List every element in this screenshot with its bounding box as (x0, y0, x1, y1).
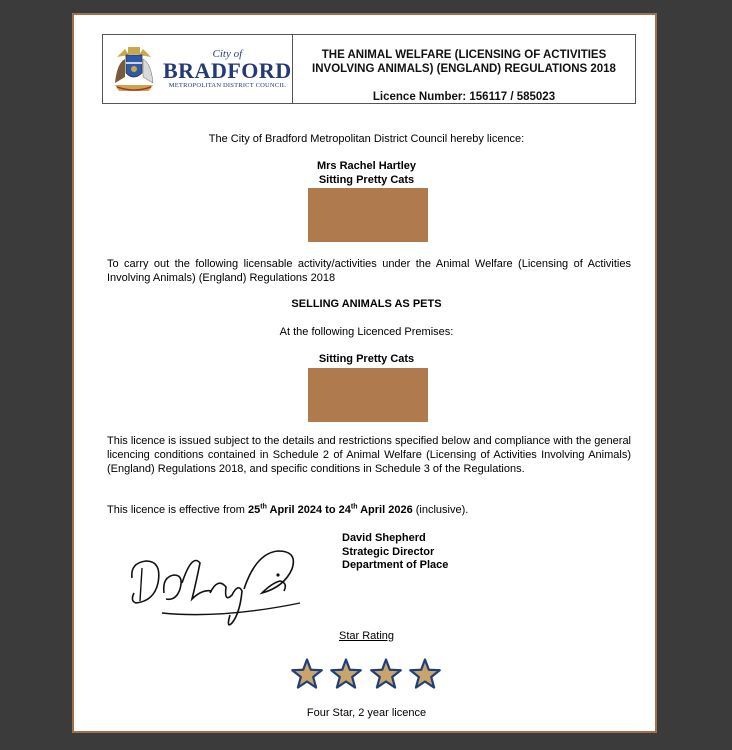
effective-dates: This licence is effective from 25th April 2024 to 24th April 2026 (inclusive). (107, 503, 469, 516)
rating-description: Four Star, 2 year licence (306, 707, 427, 719)
licence-document (72, 13, 657, 733)
redacted-block (308, 368, 428, 422)
intro-text: The City of Bradford Metropolitan District Council hereby licence: (208, 133, 525, 145)
star-rating (290, 657, 442, 693)
start-date: 25th April 2024 to 24th April 2026 (248, 503, 413, 516)
licence-number: Licence Number: 156117 / 585023 (372, 91, 556, 103)
star-icon (290, 657, 324, 691)
licence-header (102, 34, 636, 104)
coat-of-arms-icon (111, 43, 157, 95)
logo-wordmark (163, 49, 292, 90)
logo-city-text: City of (212, 47, 243, 60)
star-icon (369, 657, 403, 691)
activity-intro-text: To carry out the following licensable activity/activities under the Animal Welfare (Licensing of Activities Involving Animals) (England) Regulations 2018 (107, 258, 631, 284)
premises-intro-text: At the following Licenced Premises: (279, 326, 454, 338)
licensed-activity: SELLING ANIMALS AS PETS (291, 298, 442, 310)
licensee-business: Sitting Pretty Cats (318, 174, 415, 186)
logo-subtitle-text: METROPOLITAN DISTRICT COUNCIL (168, 81, 286, 89)
logo-name-text: BRADFORD (163, 57, 292, 83)
signature (122, 543, 306, 629)
signatory-department: Department of Place (342, 559, 449, 571)
star-icon (408, 657, 442, 691)
star-rating-label: Star Rating (338, 630, 395, 642)
title-line-2: INVOLVING ANIMALS) (ENGLAND) REGULATIONS 2018 (312, 63, 616, 75)
signatory-name: David Shepherd (342, 532, 426, 544)
star-icon (329, 657, 363, 691)
regulation-title (293, 35, 635, 103)
council-logo (103, 35, 293, 103)
licensee-name: Mrs Rachel Hartley (316, 160, 417, 172)
redacted-block (308, 188, 428, 242)
signatory-title: Strategic Director (342, 546, 435, 558)
conditions-text: This licence is issued subject to the details and restrictions specified below and compliance with the general licencing conditions contained in Schedule 2 of Animal Welfare (Licensing of Activities Involving Animals) (England) Regulations 2018, and specific conditions in Schedule 3 of the Regulations. (107, 435, 632, 475)
title-line-1: THE ANIMAL WELFARE (LICENSING OF ACTIVITIES (321, 49, 607, 61)
premises-name: Sitting Pretty Cats (318, 353, 415, 365)
